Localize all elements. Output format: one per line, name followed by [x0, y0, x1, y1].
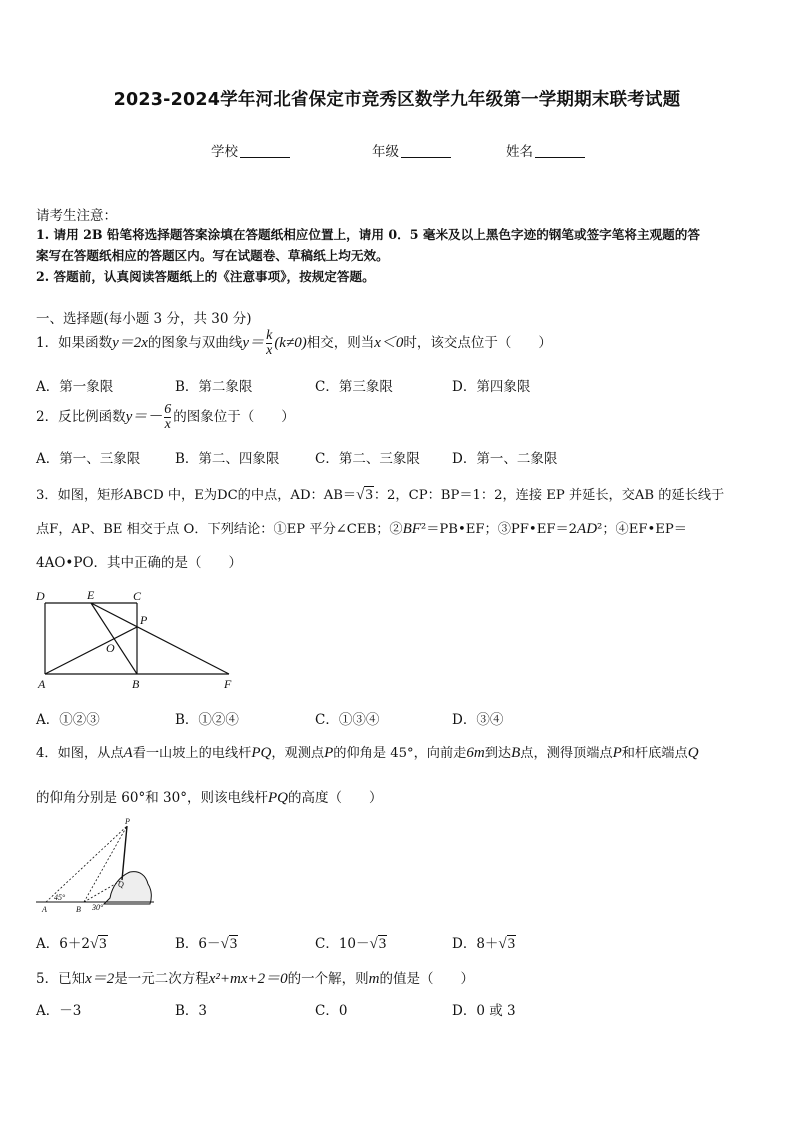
school-blank[interactable]	[240, 143, 290, 158]
q4-option-d-text: D．8＋	[452, 936, 499, 952]
q4-option-a-text: A．6＋2	[36, 936, 90, 952]
q3-edge-ef	[91, 603, 229, 674]
q4-option-a-radicand: 3	[99, 936, 107, 952]
q3-sqrt-radicand: 3	[365, 487, 373, 503]
question-3-line-2	[36, 518, 687, 538]
q4-option-d-sqrt: √3	[498, 936, 516, 952]
q1-formula-1: y＝2x	[112, 335, 148, 351]
q4-formula-4: 6m	[466, 745, 485, 761]
school-field[interactable]	[211, 140, 290, 160]
q3-label-d: D	[36, 589, 45, 603]
school-label: 学校	[211, 144, 238, 160]
q3-label-f: F	[224, 677, 232, 691]
question-2	[36, 403, 295, 432]
q5-formula-3: m	[368, 971, 380, 987]
q2-option-c[interactable]: C．第二、三象限	[315, 451, 420, 467]
q4-option-a-sqrt: √3	[89, 936, 107, 952]
q4-text-a: 4．如图，从点	[36, 746, 124, 761]
q1-option-d[interactable]: D．第四象限	[452, 379, 531, 395]
question-5	[36, 967, 474, 988]
q2-option-d[interactable]: D．第一、二象限	[452, 451, 558, 467]
q4-formula-3: P	[324, 745, 334, 761]
q3-sqrt: √3	[356, 487, 373, 503]
q4-option-c[interactable]	[315, 932, 387, 953]
q1-fraction-den: x	[266, 343, 273, 358]
notice-line-2: 案写在答题纸相应的答题区内。写在试题卷、草稿纸上均无效。	[36, 248, 389, 263]
section-heading: 一、选择题(每小题 3 分，共 30 分)	[36, 311, 252, 327]
q4-text-g: 和杆底端点	[621, 746, 688, 761]
q2-formula-1: y＝－	[125, 409, 163, 425]
q4-hill	[104, 872, 151, 904]
q4-option-c-sqrt: √3	[369, 936, 387, 952]
q3-label-e: E	[87, 588, 95, 602]
q4-option-b[interactable]	[175, 932, 238, 953]
grade-field[interactable]	[372, 140, 451, 160]
q4-formula-7: Q	[687, 745, 699, 761]
q2-option-b[interactable]: B．第二、四象限	[175, 451, 280, 467]
q3-edge-ap	[45, 627, 137, 674]
q4-text-c: ，观测点	[271, 746, 325, 761]
q5-option-c[interactable]: C．0	[315, 1003, 348, 1019]
question-1	[36, 329, 552, 358]
q4-text-e: 到达	[484, 746, 512, 761]
q2-fraction-num: 6	[164, 402, 172, 417]
q1-text-b: 的图象与双曲线	[147, 335, 243, 351]
q2-fraction-den: x	[164, 417, 171, 432]
name-field[interactable]	[506, 140, 585, 160]
q3-label-o: O	[106, 641, 115, 655]
q4-text-b: 看一山坡上的电线杆	[132, 746, 252, 761]
q1-option-a[interactable]: A．第一象限	[36, 379, 114, 395]
q4-option-b-radicand: 3	[229, 936, 238, 952]
q4-option-d-radicand: 3	[507, 936, 516, 952]
grade-blank[interactable]	[401, 143, 451, 158]
q3-text-d: ²＝PB•EF；③PF•EF＝2	[420, 522, 578, 537]
q1-fraction-num: k	[266, 328, 273, 343]
q5-text-b: 是一元二次方程	[114, 971, 209, 987]
q3-text-a: 3．如图，矩形ABCD 中，E为DC的中点，AD：AB＝	[36, 488, 357, 503]
q5-formula-2: x²+mx+2＝0	[208, 971, 288, 987]
q4-label-45: 45°	[54, 893, 66, 902]
name-label: 姓名	[506, 144, 533, 160]
q4-text-h: 的仰角分别是 60°和 30°，则该电线杆	[36, 790, 268, 806]
q3-text-e: ²；④EF•EP＝	[597, 522, 687, 537]
q3-text-b: ：2，CP：BP＝1：2，连接 EP 并延长，交AB 的延长线于	[373, 488, 725, 503]
question-3-line-3: 4AO•PO．其中正确的是（ ）	[36, 555, 243, 571]
question-4-line-1	[36, 742, 699, 762]
q4-formula-5: B	[511, 745, 521, 761]
q4-option-b-text: B．6－	[175, 936, 221, 952]
q3-label-b: B	[132, 677, 140, 691]
q3-option-d[interactable]: D．③④	[452, 712, 504, 728]
q2-text-b: 的图象位于（ ）	[173, 409, 295, 425]
q3-formula-2: AD	[577, 521, 598, 537]
q4-formula-8: PQ	[267, 790, 288, 806]
q4-text-k: 的高度（ ）	[287, 790, 383, 806]
q3-label-p: P	[140, 613, 148, 627]
q4-formula-1: A	[123, 745, 133, 761]
q3-figure	[32, 586, 244, 692]
q4-formula-2: PQ	[251, 745, 272, 761]
q3-option-b[interactable]: B．①②④	[175, 712, 239, 728]
q4-option-a[interactable]	[36, 932, 108, 953]
q4-text-f: 点，测得顶端点	[520, 746, 613, 761]
q1-formula-3: (k≠0)	[274, 335, 307, 351]
question-4-line-2	[36, 786, 382, 807]
q4-text-d: 的仰角是 45°，向前走	[333, 746, 467, 761]
q4-label-a: A	[42, 905, 47, 914]
q1-option-c[interactable]: C．第三象限	[315, 379, 393, 395]
q5-text-d: 的值是（ ）	[379, 971, 474, 987]
q1-formula-4: x＜0	[374, 335, 404, 351]
q4-label-q: Q	[118, 880, 124, 889]
q3-option-c[interactable]: C．①③④	[315, 712, 380, 728]
q5-formula-1: x＝2	[85, 971, 115, 987]
q4-label-30: 30°	[92, 903, 104, 912]
q5-option-a[interactable]: A．－3	[36, 1003, 82, 1019]
q4-figure	[34, 816, 158, 916]
q3-text-c: 点F，AP、BE 相交于点 O．下列结论：①EP 平分∠CEB；②	[36, 522, 403, 537]
q2-option-a[interactable]: A．第一、三象限	[36, 451, 141, 467]
notice-heading: 请考生注意：	[36, 208, 117, 224]
q3-label-a: A	[38, 677, 46, 691]
q2-fraction	[164, 403, 171, 432]
q3-option-a[interactable]: A．①②③	[36, 712, 100, 728]
notice-line-1: 1. 请用 2B 铅笔将选择题答案涂填在答题纸相应位置上，请用 0．5 毫米及以上黑色字迹的钢笔或签字笔将主观题的答	[36, 227, 700, 242]
q1-formula-2: y＝	[242, 335, 265, 351]
q2-text-a: 2．反比例函数	[36, 409, 126, 425]
q4-option-c-radicand: 3	[378, 936, 387, 952]
page-title: 2023-2024学年河北省保定市竞秀区数学九年级第一学期期末联考试题	[113, 90, 681, 110]
q1-option-b[interactable]: B．第二象限	[175, 379, 253, 395]
q5-option-b[interactable]: B．3	[175, 1003, 208, 1019]
name-blank[interactable]	[535, 143, 585, 158]
q5-option-d[interactable]: D．0 或 3	[452, 1003, 516, 1019]
q3-label-c: C	[133, 589, 142, 603]
q4-pole	[122, 826, 127, 880]
grade-label: 年级	[372, 144, 399, 160]
q4-option-b-sqrt: √3	[220, 936, 238, 952]
q1-text-d: 时，该交点位于（ ）	[403, 335, 552, 351]
q5-text-a: 5．已知	[36, 971, 86, 987]
q4-label-b: B	[76, 905, 81, 914]
q3-formula-1: BF	[402, 521, 421, 537]
q4-option-d[interactable]	[452, 932, 516, 953]
q4-option-c-text: C．10－	[315, 936, 370, 952]
q1-fraction	[266, 329, 272, 358]
q1-text-c: 相交，则当	[306, 335, 375, 351]
q4-formula-6: P	[612, 745, 622, 761]
q5-text-c: 的一个解，则	[287, 971, 369, 987]
q1-text-a: 1．如果函数	[36, 335, 113, 351]
question-3-line-1	[36, 484, 724, 504]
notice-line-3: 2. 答题前，认真阅读答题纸上的《注意事项》，按规定答题。	[36, 269, 375, 284]
q4-label-p: P	[125, 817, 130, 826]
